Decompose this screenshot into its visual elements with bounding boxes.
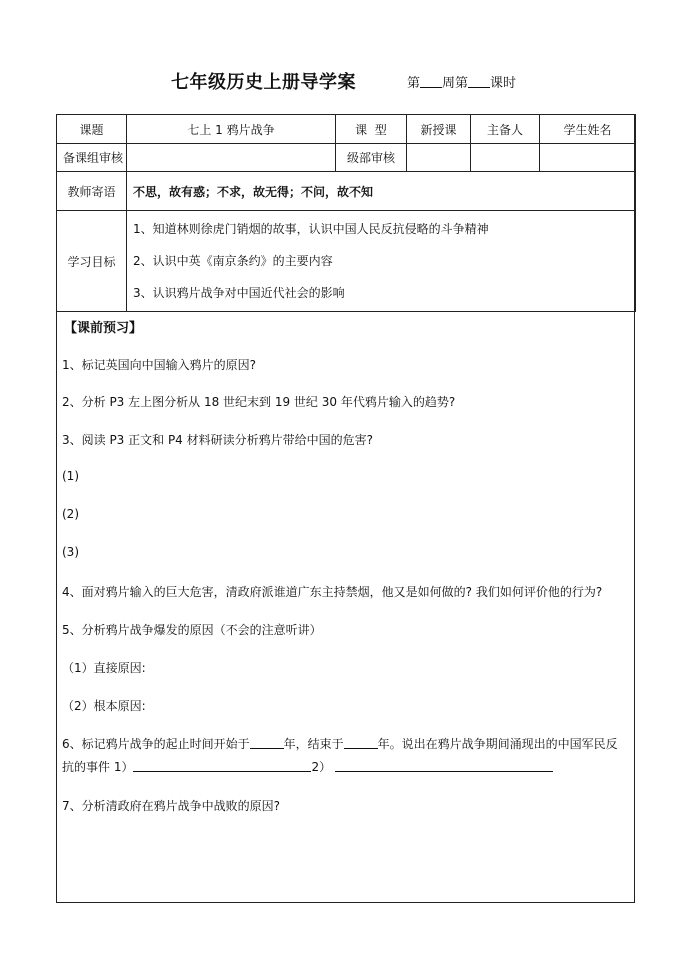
war-end-year-blank[interactable] bbox=[344, 736, 378, 749]
question-3-item: (3) bbox=[62, 545, 79, 559]
question-6-events bbox=[62, 758, 553, 775]
type-label: 课 型 bbox=[336, 115, 407, 144]
question-4: 4、面对鸦片输入的巨大危害，清政府派谁道广东主持禁烟，他又是如何做的? 我们如何评价他的行为? bbox=[62, 585, 603, 599]
topic-label: 课题 bbox=[57, 115, 127, 144]
question-7: 7、分析清政府在鸦片战争中战败的原因? bbox=[62, 799, 281, 813]
document-title: 七年级历史上册导学案 bbox=[171, 72, 356, 93]
preview-heading: 【课前预习】 bbox=[64, 321, 143, 336]
grade-review-label: 级部审核 bbox=[336, 144, 407, 172]
grade-review-field[interactable] bbox=[407, 144, 471, 172]
info-table bbox=[56, 114, 636, 312]
question-6 bbox=[62, 735, 618, 752]
document-header bbox=[0, 68, 692, 94]
question-6-text-e: 2） bbox=[311, 760, 332, 774]
question-6-text-c: 年。说出在鸦片战争期间涌现出的中国军民反 bbox=[377, 737, 618, 751]
week-blank[interactable] bbox=[420, 75, 442, 88]
question-3: 3、阅读 P3 正文和 P4 材料研读分析鸦片带给中国的危害? bbox=[62, 433, 374, 447]
week-prefix: 第 bbox=[407, 76, 421, 91]
goal-item: 3、认识鸦片战争对中国近代社会的影响 bbox=[133, 286, 345, 300]
goal-item: 1、知道林则徐虎门销烟的故事，认识中国人民反抗侵略的斗争精神 bbox=[133, 222, 489, 236]
question-5-root-cause: （2）根本原因: bbox=[62, 699, 146, 713]
week-suffix: 课时 bbox=[490, 76, 517, 91]
teacher-words-value: 不思，故有惑；不求，故无得；不问，故不知 bbox=[127, 172, 636, 211]
teacher-words-label: 教师寄语 bbox=[57, 172, 127, 211]
type-value: 新授课 bbox=[407, 115, 471, 144]
goals-cell bbox=[127, 211, 636, 312]
lesson-blank[interactable] bbox=[468, 75, 490, 88]
student-name-field[interactable] bbox=[540, 144, 636, 172]
student-name-label: 学生姓名 bbox=[540, 115, 636, 144]
question-3-item: (1) bbox=[62, 469, 79, 483]
goal-item: 2、认识中英《南京条约》的主要内容 bbox=[133, 254, 333, 268]
topic-value: 七上 1 鸦片战争 bbox=[127, 115, 336, 144]
question-3-item: (2) bbox=[62, 507, 79, 521]
question-5-direct-cause: （1）直接原因: bbox=[62, 661, 146, 675]
group-review-field[interactable] bbox=[127, 144, 336, 172]
question-6-text-d: 抗的事件 1） bbox=[62, 760, 134, 774]
goals-label: 学习目标 bbox=[57, 211, 127, 312]
question-1: 1、标记英国向中国输入鸦片的原因? bbox=[62, 358, 257, 372]
question-5: 5、分析鸦片战争爆发的原因（不会的注意听讲） bbox=[62, 623, 322, 637]
group-review-label: 备课组审核 bbox=[57, 144, 127, 172]
week-lesson-field bbox=[407, 72, 516, 91]
war-start-year-blank[interactable] bbox=[250, 736, 284, 749]
preparer-label: 主备人 bbox=[471, 115, 540, 144]
grade-review-extra-field[interactable] bbox=[471, 144, 540, 172]
question-6-text-b: 年，结束于 bbox=[283, 737, 344, 751]
event-2-blank[interactable] bbox=[335, 759, 553, 772]
question-2: 2、分析 P3 左上图分析从 18 世纪末到 19 世纪 30 年代鸦片输入的趋势? bbox=[62, 395, 456, 409]
week-mid: 周第 bbox=[442, 76, 469, 91]
question-6-text-a: 6、标记鸦片战争的起止时间开始于 bbox=[62, 737, 250, 751]
event-1-blank[interactable] bbox=[133, 759, 311, 772]
